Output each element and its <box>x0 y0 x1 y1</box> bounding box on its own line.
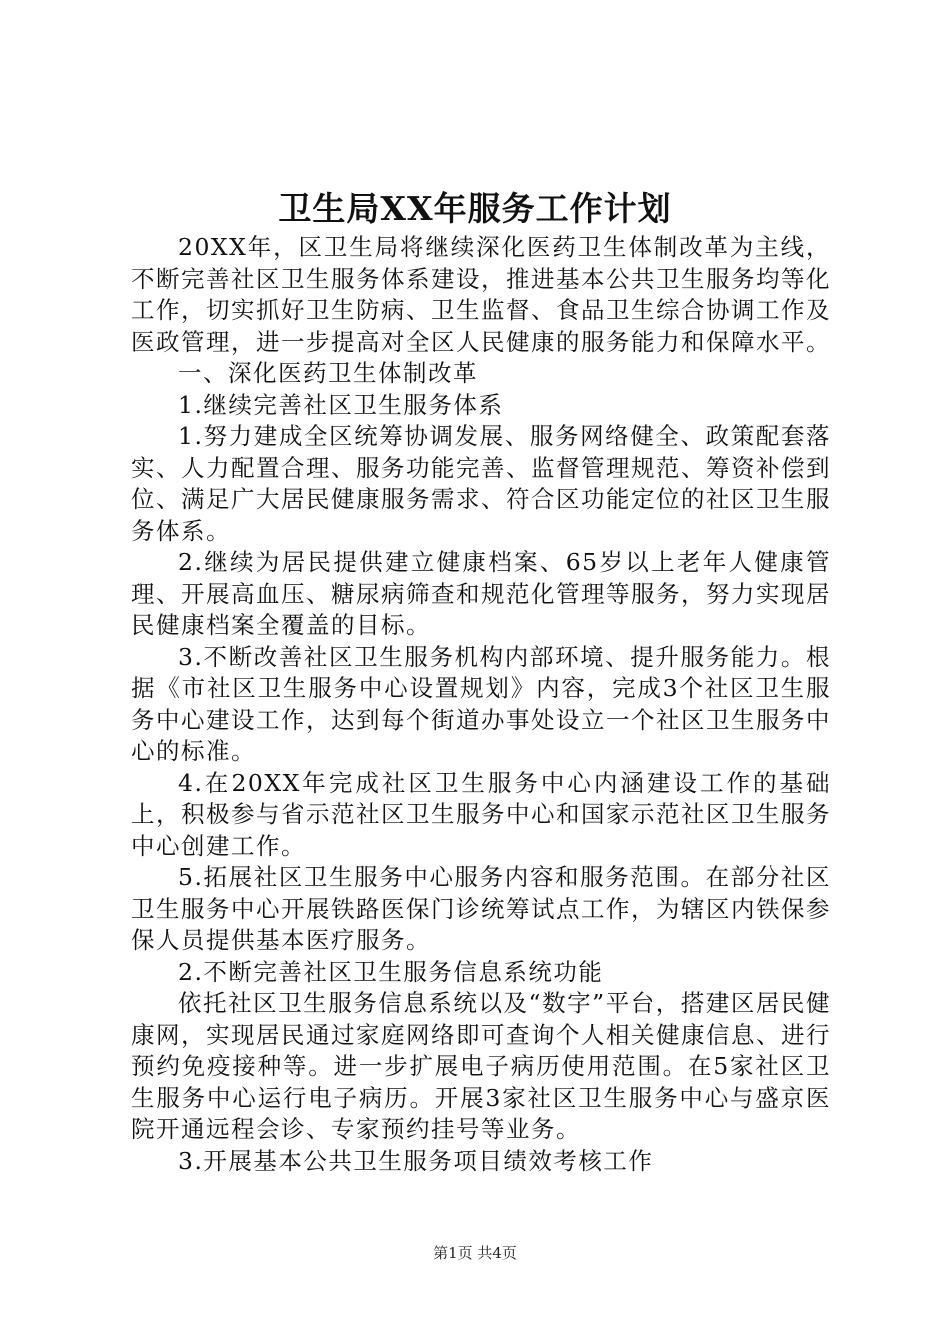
section-heading-1: 一、深化医药卫生体制改革 <box>178 359 478 387</box>
document-body <box>131 232 831 1177</box>
paragraph-item-4: 4.在20XX年完成社区卫生服务中心内涵建设工作的基础上，积极参与省示范社区卫生服务中心和国家示范社区卫生服务中心创建工作。 <box>131 768 831 860</box>
paragraph-item-1: 1.努力建成全区统筹协调发展、服务网络健全、政策配套落实、人力配置合理、服务功能完善、监督管理规范、筹资补偿到位、满足广大居民健康服务需求、符合区功能定位的社区卫生服务体系。 <box>131 422 831 545</box>
page-footer: 第1页 共4页 <box>433 1244 517 1262</box>
subsection-heading-2: 2.不断完善社区卫生服务信息系统功能 <box>178 957 604 986</box>
paragraph-info-system: 依托社区卫生服务信息系统以及“数字”平台，搭建区居民健康网，实现居民通过家庭网络即可查询个人相关健康信息、进行预约免疫接种等。进一步扩展电子病历使用范围。在5家社区卫生服务中心运行电子病历。开展3家社区卫生服务中心与盛京医院开通远程会诊、专家预约挂号等业务。 <box>131 989 831 1143</box>
paragraph-item-5: 5.拓展社区卫生服务中心服务内容和服务范围。在部分社区卫生服务中心开展铁路医保门诊统筹试点工作，为辖区内铁保参保人员提供基本医疗服务。 <box>131 863 831 954</box>
document-title: 卫生局XX年服务工作计划 <box>278 189 672 228</box>
paragraph-intro: 20XX年，区卫生局将继续深化医药卫生体制改革为主线，不断完善社区卫生服务体系建设，推进基本公共卫生服务均等化工作，切实抓好卫生防病、卫生监督、食品卫生综合协调工作及医政管理，进一步提高对全区人民健康的服务能力和保障水平。 <box>131 233 831 356</box>
paragraph-item-2: 2.继续为居民提供建立健康档案、65岁以上老年人健康管理、开展高血压、糖尿病筛查和规范化管理等服务，努力实现居民健康档案全覆盖的目标。 <box>131 548 831 639</box>
subsection-heading-1: 1.继续完善社区卫生服务体系 <box>178 390 504 419</box>
subsection-heading-3: 3.开展基本公共卫生服务项目绩效考核工作 <box>178 1146 654 1175</box>
paragraph-item-3: 3.不断改善社区卫生服务机构内部环境、提升服务能力。根据《市社区卫生服务中心设置规划》内容，完成3个社区卫生服务中心建设工作，达到每个街道办事处设立一个社区卫生服务中心的标准。 <box>131 642 831 765</box>
